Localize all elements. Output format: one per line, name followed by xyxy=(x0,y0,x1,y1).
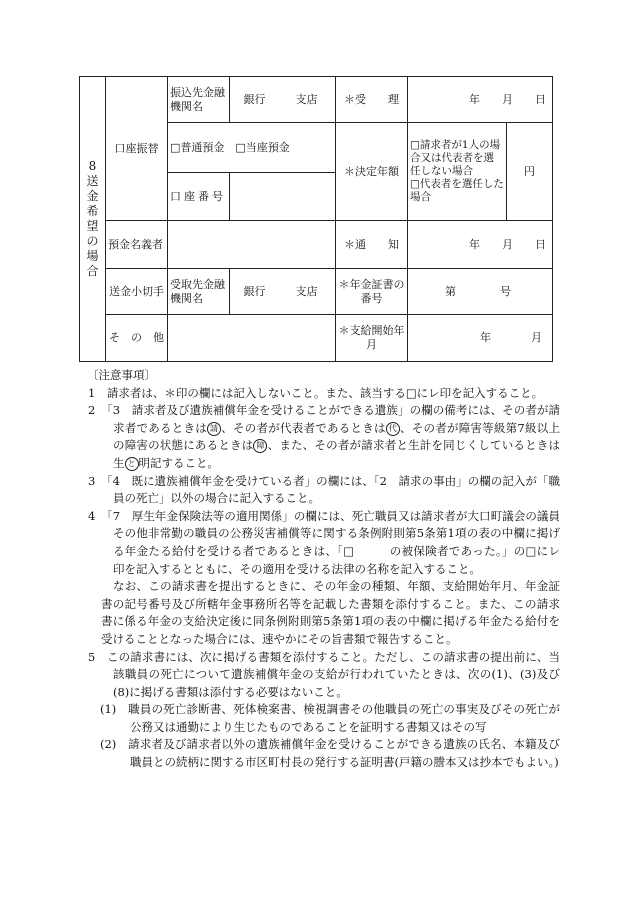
section-label: 8 送 金 希 望 の 場 合 xyxy=(80,77,106,362)
koza-bango-label: 口座番号 xyxy=(168,173,230,221)
note-5-item-2: (2) 請求者及び請求者以外の遺族補償年金を受けることができる遺族の氏名、本籍及び職員との続柄に関する市区町村長の発行する証明書(戸籍の謄本又は抄本でもよい。) xyxy=(100,737,560,770)
circled-to-mark: と xyxy=(125,457,139,471)
toza-checkbox[interactable]: □当座預金 xyxy=(235,140,290,154)
notes-heading: 〔注意事項〕 xyxy=(87,368,156,382)
shosho-label: ＊年金証書の番号 xyxy=(336,269,408,315)
kogitte-label: 送金小切手 xyxy=(106,269,168,315)
circled-sho-mark: 障 xyxy=(253,439,267,453)
tsuchi-label: ＊通 知 xyxy=(336,221,408,269)
opt-rep-checkbox[interactable]: □代表者を選任した場合 xyxy=(410,178,504,204)
meigi-label: 預金名義者 xyxy=(106,221,168,269)
note-5: 5 この請求書には、次に掲げる書類を添付すること。ただし、この請求書の提出前に、当該職員の死亡について遺族補償年金の支給が行われていたときは、次の(1)、(3)及び(8)に掲げる書類は添付する必要はないこと。 xyxy=(88,649,560,699)
note-5-item-1: (1) 職員の死亡診断書、死体検案書、検視調書その他職員の死亡の事実及びその死亡が公務又は通勤により生じたものであることを証明する書類又はその写 xyxy=(100,702,560,734)
koza-furikae-label: 口座振替 xyxy=(106,77,168,221)
kettei-label: ＊決定年額 xyxy=(336,123,408,221)
opt-single-checkbox[interactable]: □請求者が1人の場合又は代表者を選任しない場合 xyxy=(410,138,501,177)
juri-date-field: 年 月 日 xyxy=(408,77,553,123)
uketori-bank-field[interactable]: 銀行 支店 xyxy=(230,269,336,315)
remittance-form-table xyxy=(79,76,553,362)
tsuchi-date-field: 年 月 日 xyxy=(408,221,553,269)
section-number: 8 xyxy=(88,159,97,173)
representative-options xyxy=(408,123,507,221)
uketori-bank-label: 受取先金融機関名 xyxy=(168,269,230,315)
sonota-label: そ の 他 xyxy=(106,315,168,362)
kaishi-date-field: 年 月 xyxy=(408,315,553,362)
note-4: 4 「7 厚生年金保険法等の適用関係」の欄には、死亡職員又は請求者が大口町議会の議員その他非常勤の職員の公務災害補償等に関する条例附則第5条第1項の表の中欄に掲げる年金たる給付を受ける者であるときは、「□ の被保険者であった。」の□にレ印を記入するとともに、その適用を受ける法律の名称を記入すること。 xyxy=(88,508,560,576)
futsu-checkbox[interactable]: □普通預金 xyxy=(170,140,225,154)
account-type-field[interactable] xyxy=(168,123,336,173)
note-2: 2 「3 請求者及び遺族補償年金を受けることができる遺族」の欄の備考には、その者が請求者であるときは 請 、その者が代表者であるときは 代 、その者が障害等級第7級以上の障害の状態にあるときは 障 、また、その者が請求者と生計を同じくしているときは生 と 明記すること。 xyxy=(88,403,561,470)
kaishi-label: ＊支給開始年月 xyxy=(336,315,408,362)
note-3: 3 「4 既に遺族補償年金を受けている者」の欄には、「2 請求の事由」の欄の記入が「職員の死亡」以外の場合に記入すること。 xyxy=(88,473,560,506)
sonota-field[interactable] xyxy=(168,315,336,362)
juri-label: ＊受 理 xyxy=(336,77,408,123)
circled-dai-mark: 代 xyxy=(386,422,400,436)
note-4-supplement: なお、この請求書を提出するときに、その年金の種類、年額、支給開始年月、年金証書の記号番号及び所轄年金事務所名等を記載した書類を添付すること。また、この請求書に係る年金の支給決定後に同条例附則第5条第1項の表の中欄に掲げる年金たる給付を受けることとなった場合には、速やかにその旨書類で報告すること。 xyxy=(101,579,560,646)
meigi-field[interactable] xyxy=(168,221,336,269)
yen-unit: 円 xyxy=(507,123,553,221)
shosho-field: 第 号 xyxy=(408,269,553,315)
notes-section xyxy=(88,367,560,772)
furikomi-bank-label: 振込先金融機関名 xyxy=(168,77,230,123)
furikomi-bank-field[interactable]: 銀行 支店 xyxy=(230,77,336,123)
circled-sei-mark: 請 xyxy=(207,422,221,436)
note-1: 1 請求者は、＊印の欄には記入しないこと。また、該当する□にレ印を記入すること。 xyxy=(88,385,544,400)
koza-bango-field[interactable] xyxy=(230,173,336,221)
